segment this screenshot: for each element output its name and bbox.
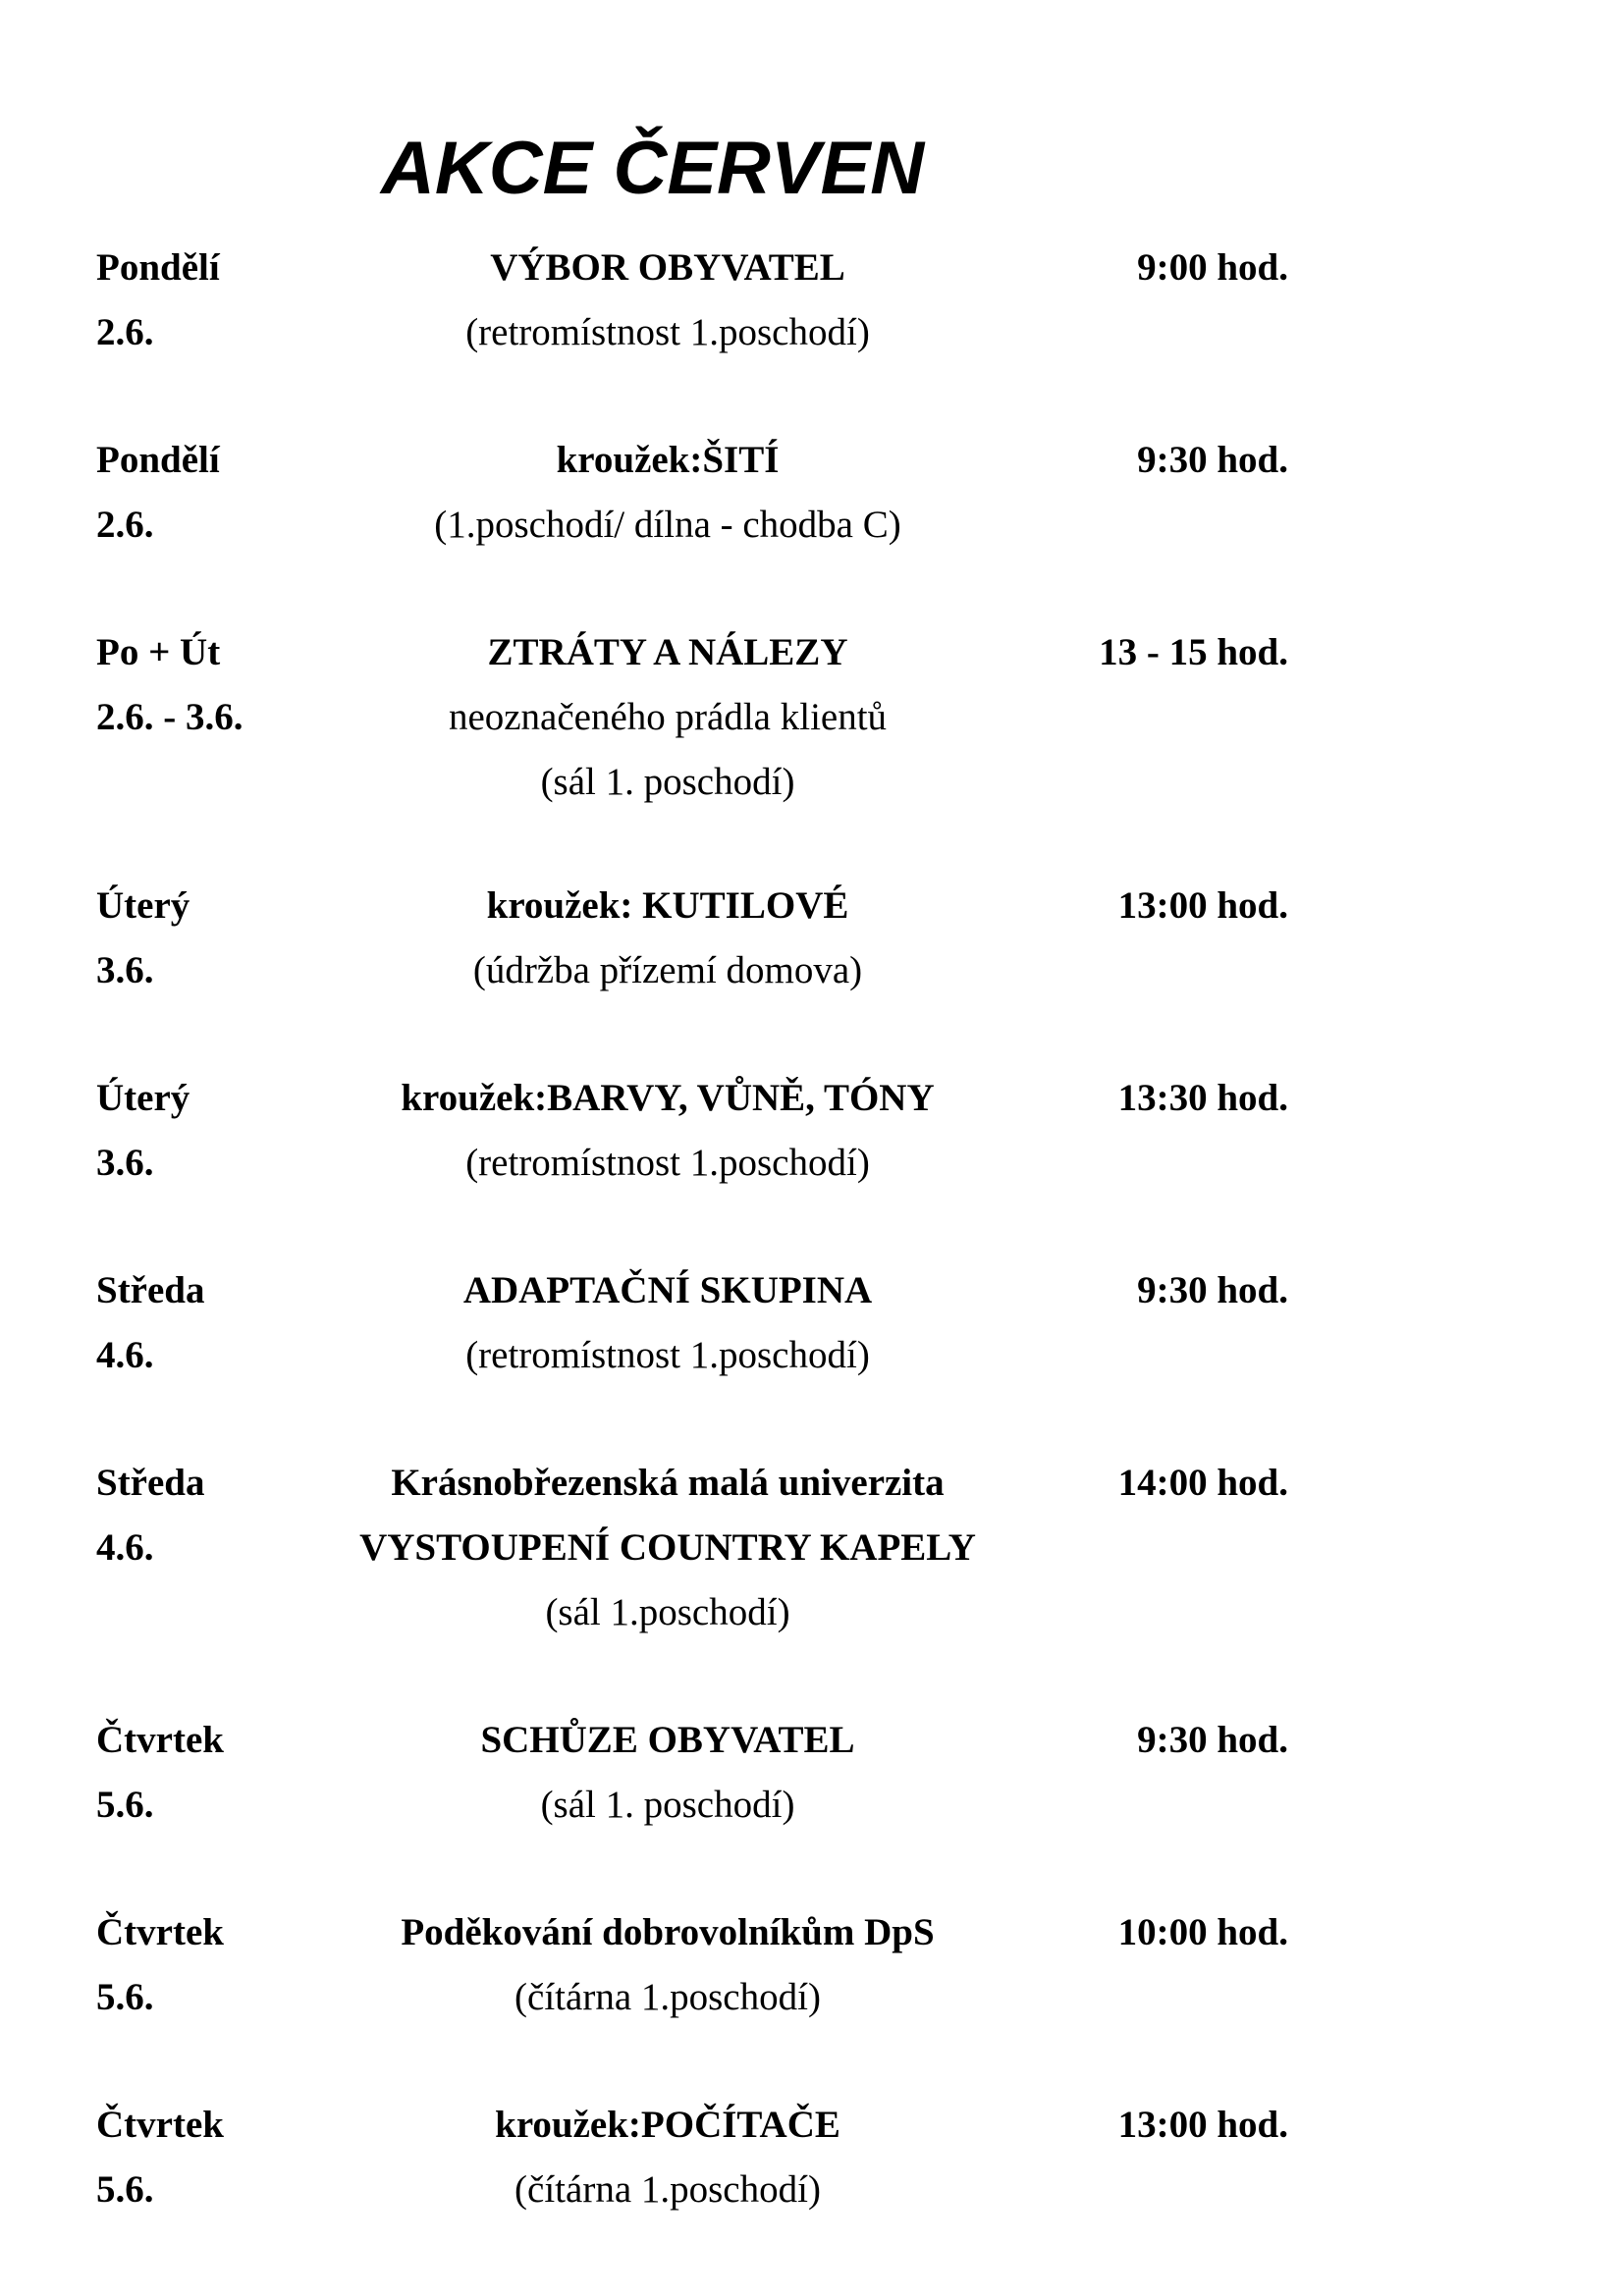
event-date: 3.6. xyxy=(96,1142,154,1184)
event-location: (sál 1.poschodí) xyxy=(545,1591,790,1633)
event-date: 2.6. - 3.6. xyxy=(96,696,244,738)
event-day: Pondělí xyxy=(96,439,220,481)
event-location: neoznačeného prádla klientů xyxy=(448,696,888,738)
event-day: Po + Út xyxy=(96,631,221,673)
event-location: (sál 1. poschodí) xyxy=(540,761,795,803)
event-time: 13:30 hod. xyxy=(1117,1077,1288,1119)
event-time: 14:00 hod. xyxy=(1117,1462,1288,1504)
event-main-column xyxy=(255,1066,1080,1196)
event-day: Úterý xyxy=(96,1077,190,1119)
event-date: 4.6. xyxy=(96,1526,154,1569)
event-time: 9:30 hod. xyxy=(1137,1719,1288,1761)
event-location: (retromístnost 1.poschodí) xyxy=(465,1142,870,1184)
event-time: 13:00 hod. xyxy=(1117,884,1288,927)
event-location: (čítárna 1.poschodí) xyxy=(514,2168,821,2211)
event-name: ZTRÁTY A NÁLEZY xyxy=(487,631,848,673)
event-date: 3.6. xyxy=(96,949,154,991)
event-main-column xyxy=(255,620,1080,815)
event-day: Čtvrtek xyxy=(96,1719,224,1761)
event-location: (1.poschodí/ dílna - chodba C) xyxy=(434,504,901,546)
event-day-column xyxy=(96,620,244,750)
event-main-column xyxy=(255,428,1080,558)
event-location: (sál 1. poschodí) xyxy=(540,1784,795,1826)
event-date: 5.6. xyxy=(96,1976,154,2018)
event-name: kroužek:ŠITÍ xyxy=(556,439,780,481)
event-day: Středa xyxy=(96,1462,205,1504)
event-main-column xyxy=(255,1258,1080,1388)
event-day-column xyxy=(96,2093,224,2222)
event-time: 9:30 hod. xyxy=(1137,1269,1288,1311)
event-day: Úterý xyxy=(96,884,190,927)
event-date: 4.6. xyxy=(96,1334,154,1376)
event-location: (čítárna 1.poschodí) xyxy=(514,1976,821,2018)
event-name: ADAPTAČNÍ SKUPINA xyxy=(462,1269,873,1311)
event-date: 5.6. xyxy=(96,2168,154,2211)
event-day-column xyxy=(96,428,220,558)
event-main-column xyxy=(255,874,1080,1003)
event-main-column xyxy=(255,1900,1080,2030)
event-main-column xyxy=(255,236,1080,365)
event-day: Pondělí xyxy=(96,246,220,289)
event-name-secondary: VYSTOUPENÍ COUNTRY KAPELY xyxy=(359,1526,976,1569)
event-main-column xyxy=(255,2093,1080,2222)
event-day-column xyxy=(96,1066,189,1196)
event-location: (retromístnost 1.poschodí) xyxy=(465,311,870,353)
event-day-column xyxy=(96,874,189,1003)
event-day-column xyxy=(96,1900,224,2030)
event-date: 2.6. xyxy=(96,504,154,546)
event-name: SCHŮZE OBYVATEL xyxy=(480,1719,855,1761)
event-name: kroužek:POČÍTAČE xyxy=(495,2104,840,2146)
event-day-column xyxy=(96,1708,224,1838)
event-time: 13 - 15 hod. xyxy=(1099,631,1288,673)
event-time: 9:30 hod. xyxy=(1137,439,1288,481)
event-day-column xyxy=(96,236,220,365)
event-name: kroužek:BARVY, VŮNĚ, TÓNY xyxy=(401,1077,935,1119)
event-date: 5.6. xyxy=(96,1784,154,1826)
event-name: kroužek: KUTILOVÉ xyxy=(486,884,849,927)
event-day: Středa xyxy=(96,1269,205,1311)
event-time: 9:00 hod. xyxy=(1137,246,1288,289)
event-name: VÝBOR OBYVATEL xyxy=(490,246,845,289)
event-main-column xyxy=(255,1708,1080,1838)
event-name: Krásnobřezenská malá univerzita xyxy=(391,1462,945,1504)
event-day-column xyxy=(96,1451,205,1580)
event-time: 10:00 hod. xyxy=(1117,1911,1288,1953)
event-time: 13:00 hod. xyxy=(1117,2104,1288,2146)
event-location: (údržba přízemí domova) xyxy=(472,949,863,991)
event-day: Čtvrtek xyxy=(96,2104,224,2146)
event-location: (retromístnost 1.poschodí) xyxy=(465,1334,870,1376)
event-day-column xyxy=(96,1258,205,1388)
event-day: Čtvrtek xyxy=(96,1911,224,1953)
event-date: 2.6. xyxy=(96,311,154,353)
event-main-column xyxy=(255,1451,1080,1645)
event-name: Poděkování dobrovolníkům DpS xyxy=(401,1911,935,1953)
page-title: AKCE ČERVEN xyxy=(381,127,925,210)
